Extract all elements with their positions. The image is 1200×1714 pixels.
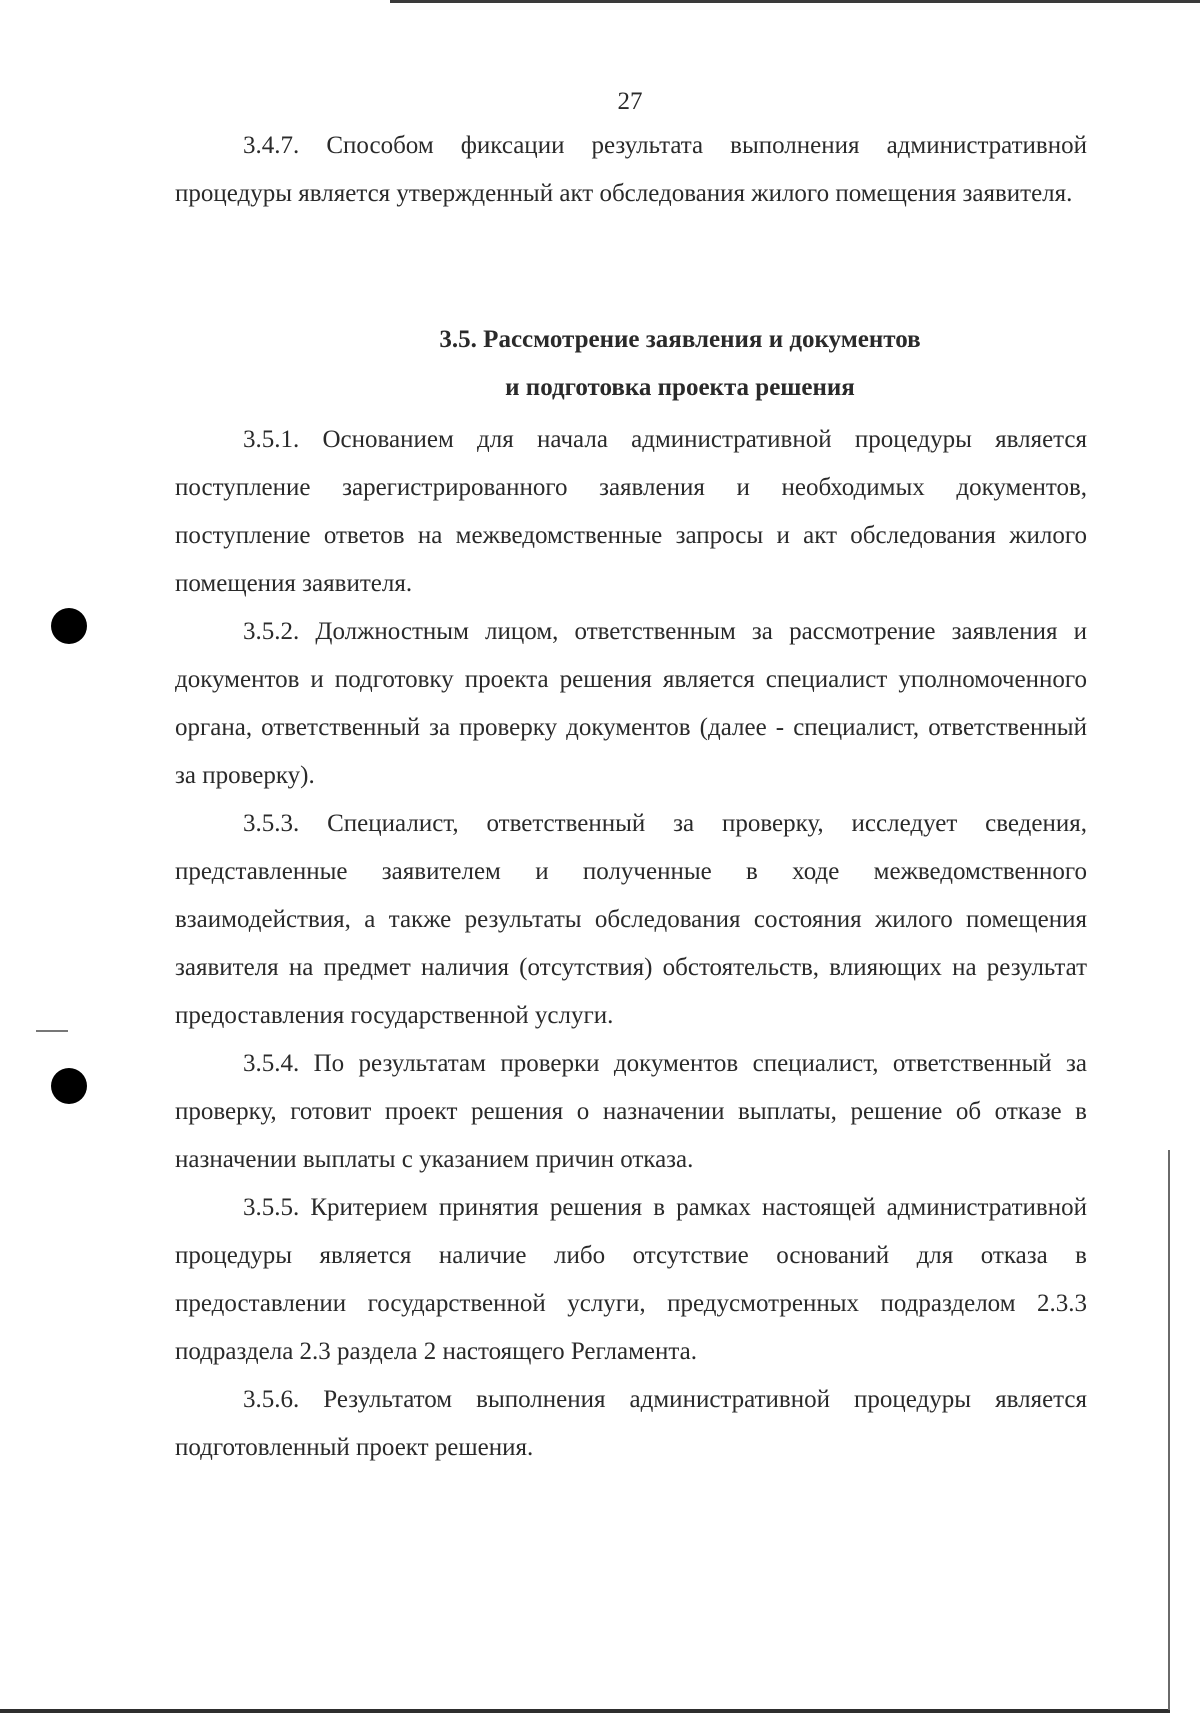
scan-right-edge [1168, 1150, 1170, 1710]
page-number: 27 [617, 88, 643, 115]
paragraph-3-5-5: 3.5.5. Критерием принятия решения в рамках настоящей административной процедуры является наличие либо отсутствие оснований для отказа в предоставлении государственной услуги, предусмотренных подразделом 2.3.3 подраздела 2.3 раздела 2 настоящего Регламента. [175, 1194, 1087, 1365]
punch-hole [51, 1068, 87, 1104]
paragraph-3-5-4: 3.5.4. По результатам проверки документов специалист, ответственный за проверку, готовит проект решения о назначении выплаты, решение об отказе в назначении выплаты с указанием причин отказа. [175, 1050, 1087, 1173]
scan-bottom-edge [0, 1709, 1170, 1713]
punch-hole [51, 608, 87, 644]
section-heading-line: и подготовка проекта решения [505, 374, 855, 401]
paragraph-3-5-1: 3.5.1. Основанием для начала административной процедуры является поступление зарегистрированного заявления и необходимых документов, поступление ответов на межведомственные запросы и акт обследования жилого помещения заявителя. [175, 426, 1087, 597]
section-heading-3-5 [175, 316, 1185, 412]
paragraph-3-4-7: 3.4.7. Способом фиксации результата выполнения административной процедуры является утвержденный акт обследования жилого помещения заявителя. [175, 132, 1087, 207]
scan-top-edge [390, 0, 1200, 3]
scan-artifact-mark [36, 1030, 68, 1032]
paragraph-3-5-3: 3.5.3. Специалист, ответственный за проверку, исследует сведения, представленные заявителем и полученные в ходе межведомственного взаимодействия, а также результаты обследования состояния жилого помещения заявителя на предмет наличия (отсутствия) обстоятельств, влияющих на результат предоставления государственной услуги. [175, 810, 1087, 1029]
paragraph-3-5-2: 3.5.2. Должностным лицом, ответственным за рассмотрение заявления и документов и подготовку проекта решения является специалист уполномоченного органа, ответственный за проверку документов (далее - специалист, ответственный за проверку). [175, 618, 1087, 789]
section-heading-line: 3.5. Рассмотрение заявления и документов [439, 326, 921, 353]
paragraph-3-5-6: 3.5.6. Результатом выполнения административной процедуры является подготовленный проект решения. [175, 1386, 1087, 1461]
